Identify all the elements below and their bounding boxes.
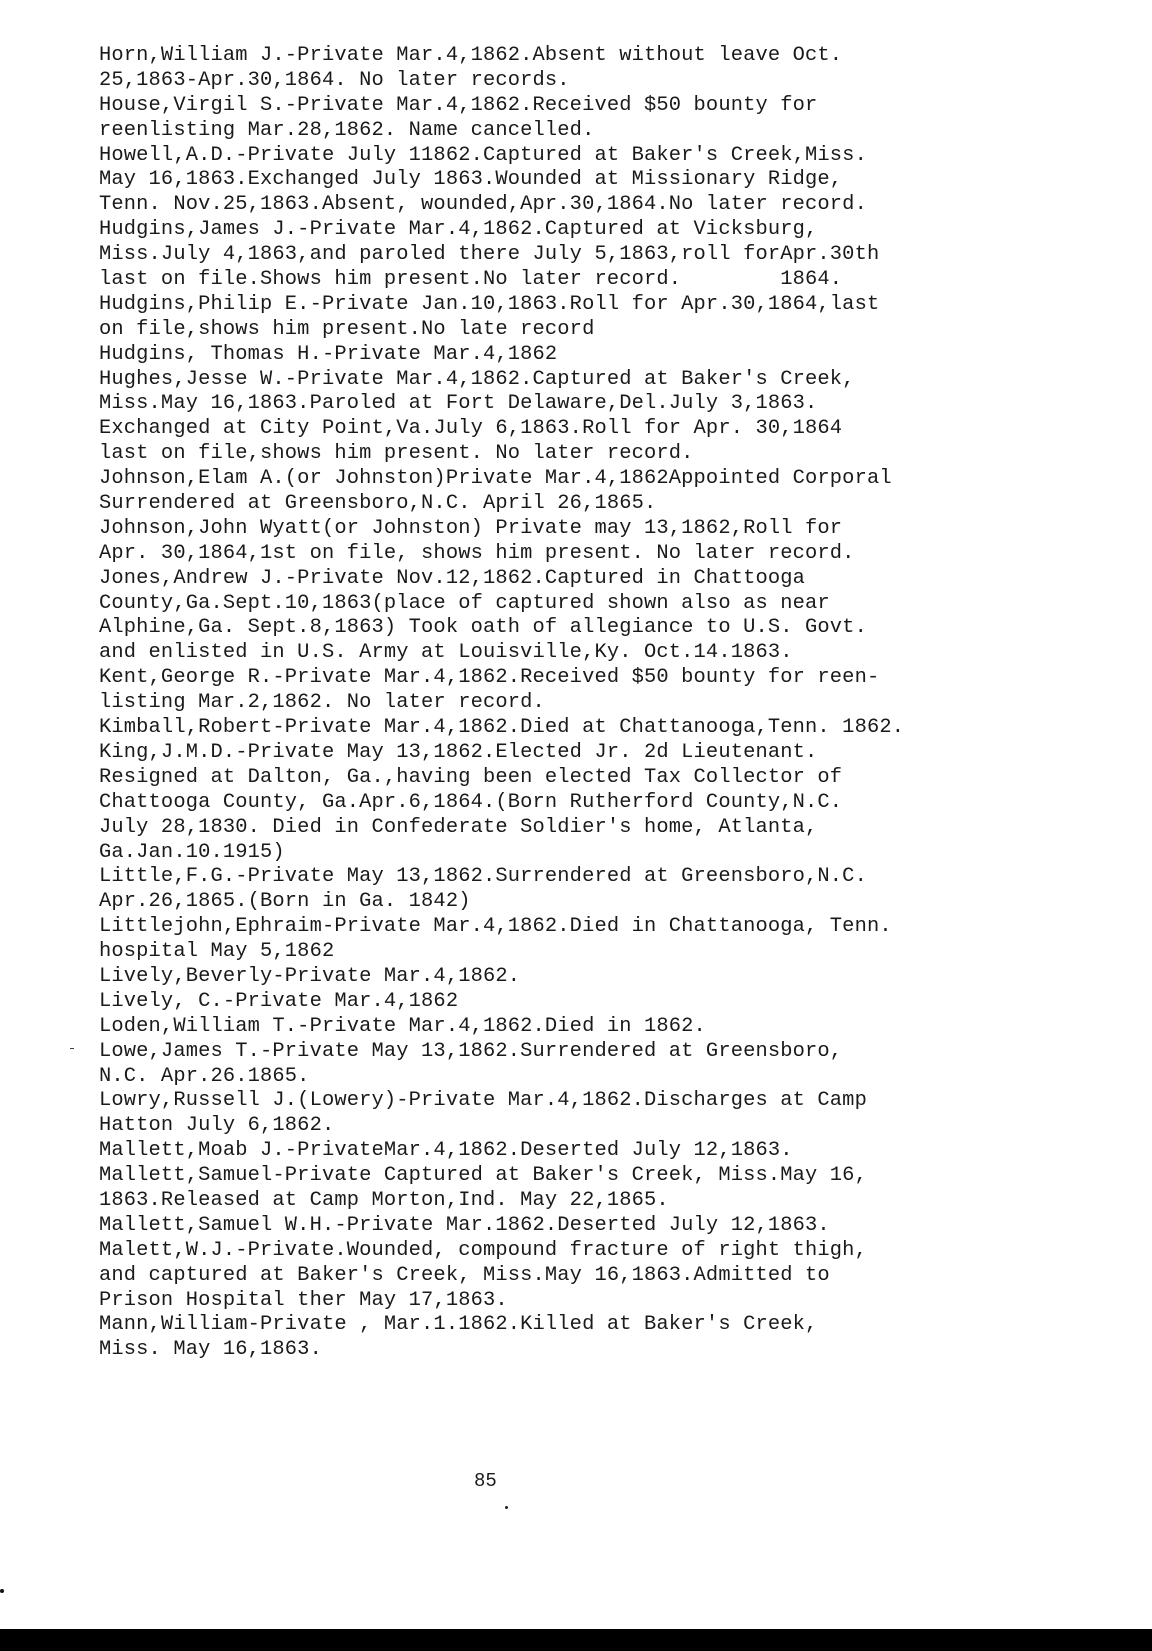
- roster-line: Miss.July 4,1863,and paroled there July 5,1863,roll forApr.30th: [99, 243, 880, 267]
- page-number: 85: [474, 1470, 497, 1492]
- roster-line: Mallett,Samuel-Private Captured at Baker's Creek, Miss.May 16,: [99, 1164, 867, 1188]
- roster-line: Littlejohn,Ephraim-Private Mar.4,1862.Died in Chattanooga, Tenn.: [99, 915, 892, 939]
- roster-line: N.C. Apr.26.1865.: [99, 1064, 310, 1088]
- roster-line: Hughes,Jesse W.-Private Mar.4,1862.Captured at Baker's Creek,: [99, 367, 855, 391]
- roster-line: last on file,shows him present. No later record.: [99, 442, 694, 466]
- roster-line: Hudgins, Thomas H.-Private Mar.4,1862: [99, 342, 558, 366]
- roster-line: Alphine,Ga. Sept.8,1863) Took oath of allegiance to U.S. Govt.: [99, 616, 867, 640]
- roster-line: Jones,Andrew J.-Private Nov.12,1862.Captured in Chattooga: [99, 566, 806, 590]
- roster-line: Resigned at Dalton, Ga.,having been elected Tax Collector of: [99, 765, 843, 789]
- roster-line: Exchanged at City Point,Va.July 6,1863.Roll for Apr. 30,1864: [99, 417, 843, 441]
- roster-text-block: [99, 44, 1109, 1363]
- roster-line: Kent,George R.-Private Mar.4,1862.Received $50 bounty for reen-: [99, 666, 880, 690]
- roster-line: on file,shows him present.No late record: [99, 317, 595, 341]
- roster-line: Howell,A.D.-Private July 11862.Captured at Baker's Creek,Miss.: [99, 143, 867, 167]
- scan-speck: [0, 1589, 4, 1593]
- roster-line: Lively, C.-Private Mar.4,1862: [99, 989, 459, 1013]
- roster-line: May 16,1863.Exchanged July 1863.Wounded at Missionary Ridge,: [99, 168, 843, 192]
- roster-line: Kimball,Robert-Private Mar.4,1862.Died at Chattanooga,Tenn. 1862.: [99, 716, 905, 740]
- roster-line: and enlisted in U.S. Army at Louisville,Ky. Oct.14.1863.: [99, 641, 793, 665]
- roster-line: 25,1863-Apr.30,1864. No later records.: [99, 68, 570, 92]
- roster-line: Chattooga County, Ga.Apr.6,1864.(Born Rutherford County,N.C.: [99, 790, 843, 814]
- scan-speck: [505, 1506, 508, 1509]
- roster-line: King,J.M.D.-Private May 13,1862.Elected Jr. 2d Lieutenant.: [99, 740, 818, 764]
- roster-line: Mallett,Samuel W.H.-Private Mar.1862.Deserted July 12,1863.: [99, 1213, 830, 1237]
- scan-border-bar: [0, 1629, 1152, 1651]
- roster-line: Prison Hospital ther May 17,1863.: [99, 1288, 508, 1312]
- roster-line: 1863.Released at Camp Morton,Ind. May 22,1865.: [99, 1188, 669, 1212]
- roster-line: July 28,1830. Died in Confederate Soldier's home, Atlanta,: [99, 815, 818, 839]
- roster-line: Loden,William T.-Private Mar.4,1862.Died in 1862.: [99, 1014, 706, 1038]
- roster-line: House,Virgil S.-Private Mar.4,1862.Received $50 bounty for: [99, 93, 818, 117]
- roster-line: Surrendered at Greensboro,N.C. April 26,1865.: [99, 492, 657, 516]
- roster-line: and captured at Baker's Creek, Miss.May 16,1863.Admitted to: [99, 1263, 830, 1287]
- roster-line: Hudgins,James J.-Private Mar.4,1862.Captured at Vicksburg,: [99, 218, 818, 242]
- roster-line: last on file.Shows him present.No later record. 1864.: [99, 268, 843, 292]
- roster-line: reenlisting Mar.28,1862. Name cancelled.: [99, 118, 595, 142]
- roster-line: Hudgins,Philip E.-Private Jan.10,1863.Roll for Apr.30,1864,last: [99, 292, 880, 316]
- roster-line: Tenn. Nov.25,1863.Absent, wounded,Apr.30,1864.No later record.: [99, 193, 867, 217]
- roster-line: Lowry,Russell J.(Lowery)-Private Mar.4,1862.Discharges at Camp: [99, 1089, 867, 1113]
- roster-line: Mann,William-Private , Mar.1.1862.Killed at Baker's Creek,: [99, 1313, 818, 1337]
- roster-line: Ga.Jan.10.1915): [99, 840, 285, 864]
- roster-line: Little,F.G.-Private May 13,1862.Surrendered at Greensboro,N.C.: [99, 865, 867, 889]
- roster-line: Miss. May 16,1863.: [99, 1338, 322, 1362]
- roster-line: Mallett,Moab J.-PrivateMar.4,1862.Deserted July 12,1863.: [99, 1139, 793, 1163]
- roster-line: Apr. 30,1864,1st on file, shows him present. No later record.: [99, 541, 855, 565]
- roster-line: Johnson,Elam A.(or Johnston)Private Mar.4,1862Appointed Corporal: [99, 467, 892, 491]
- roster-line: County,Ga.Sept.10,1863(place of captured shown also as near: [99, 591, 830, 615]
- roster-line: Miss.May 16,1863.Paroled at Fort Delaware,Del.July 3,1863.: [99, 392, 818, 416]
- roster-line: listing Mar.2,1862. No later record.: [99, 691, 545, 715]
- roster-line: Horn,William J.-Private Mar.4,1862.Absent without leave Oct.: [99, 44, 843, 67]
- roster-line: Lowe,James T.-Private May 13,1862.Surrendered at Greensboro,: [99, 1039, 843, 1063]
- roster-line: Johnson,John Wyatt(or Johnston) Private may 13,1862,Roll for: [99, 516, 843, 540]
- roster-line: Malett,W.J.-Private.Wounded, compound fracture of right thigh,: [99, 1238, 867, 1262]
- roster-line: Lively,Beverly-Private Mar.4,1862.: [99, 964, 521, 988]
- roster-line: Apr.26,1865.(Born in Ga. 1842): [99, 890, 471, 914]
- roster-line: hospital May 5,1862: [99, 940, 335, 964]
- margin-mark: [70, 1048, 74, 1049]
- roster-line: Hatton July 6,1862.: [99, 1114, 335, 1138]
